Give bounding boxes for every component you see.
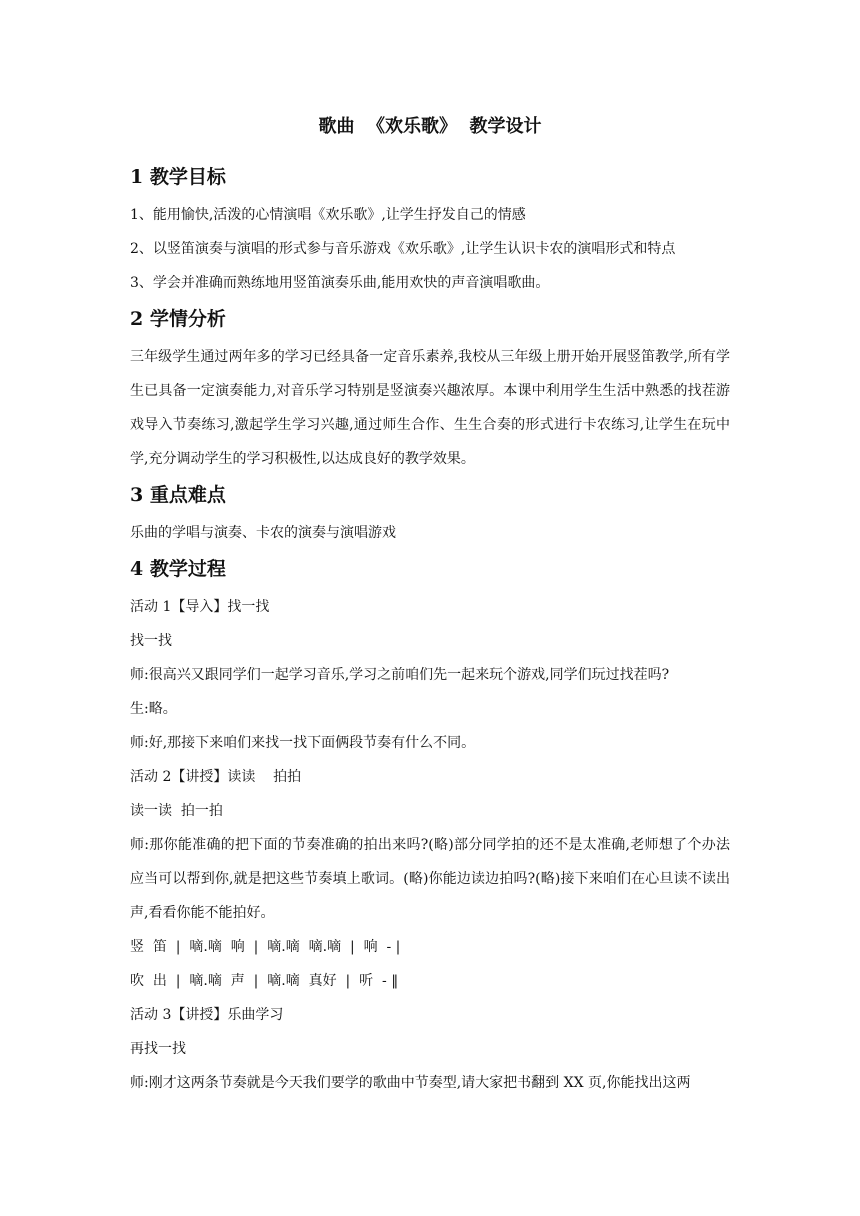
process-line: 师:好,那接下来咱们来找一找下面俩段节奏有什么不同。 — [130, 735, 476, 751]
rhythm-line: 吹 出 | 嘀.嘀 声 | 嘀.嘀 真好 | 听 - ‖ — [130, 973, 399, 989]
section-heading: 1 教学目标 — [130, 166, 226, 188]
section-teaching-process — [130, 554, 730, 1100]
rhythm-line: 竖 笛 | 嘀.嘀 响 | 嘀.嘀 嘀.嘀 | 响 - | — [130, 939, 401, 955]
section-heading: 3 重点难点 — [130, 484, 226, 506]
process-paragraph: 师:那你能准确的把下面的节奏准确的拍出来吗?(略)部分同学拍的还不是太准确,老师想了个办法应当可以帮到你,就是把这些节奏填上歌词。(略)你能边读边拍吗?(略)接下来咱们在心旦读不读出声,看看你能不能拍好。 — [130, 837, 730, 921]
process-line: 读一读 拍一拍 — [130, 803, 223, 819]
process-line: 师:刚才这两条节奏就是今天我们要学的歌曲中节奏型,请大家把书翻到 XX 页,你能找出这两 — [130, 1075, 691, 1091]
objective-line: 1、能用愉快,活泼的心情演唱《欢乐歌》,让学生抒发自己的情感 — [130, 207, 526, 223]
section-heading: 2 学情分析 — [130, 308, 226, 330]
process-line: 活动 1【导入】找一找 — [130, 599, 270, 615]
section-objectives — [130, 162, 730, 300]
document-title: 歌曲 《欢乐歌》 教学设计 — [318, 116, 542, 137]
objective-line: 2、以竖笛演奏与演唱的形式参与音乐游戏《欢乐歌》,让学生认识卡农的演唱形式和特点 — [130, 241, 676, 257]
process-line: 师:很高兴又跟同学们一起学习音乐,学习之前咱们先一起来玩个游戏,同学们玩过找茬吗? — [130, 667, 670, 683]
section-student-analysis — [130, 304, 730, 476]
section-key-points — [130, 480, 730, 550]
key-points-line: 乐曲的学唱与演奏、卡农的演奏与演唱游戏 — [130, 525, 396, 541]
section-heading: 4 教学过程 — [130, 558, 226, 580]
document-page — [130, 112, 730, 1104]
process-line: 找一找 — [130, 633, 172, 649]
process-line: 再找一找 — [130, 1041, 186, 1057]
process-line: 活动 3【讲授】乐曲学习 — [130, 1007, 284, 1023]
process-line: 活动 2【讲授】读读 拍拍 — [130, 769, 302, 785]
analysis-paragraph: 三年级学生通过两年多的学习已经具备一定音乐素养,我校从三年级上册开始开展竖笛教学,所有学生已具备一定演奏能力,对音乐学习特别是竖演奏兴趣浓厚。本课中利用学生生活中熟悉的找茬游戏导入节奏练习,激起学生学习兴趣,通过师生合作、生生合奏的形式进行卡农练习,让学生在玩中学,充分调动学生的学习积极性,以达成良好的教学效果。 — [130, 349, 730, 467]
process-line: 生:略。 — [130, 701, 177, 717]
objective-line: 3、学会并准确而熟练地用竖笛演奏乐曲,能用欢快的声音演唱歌曲。 — [130, 275, 550, 291]
